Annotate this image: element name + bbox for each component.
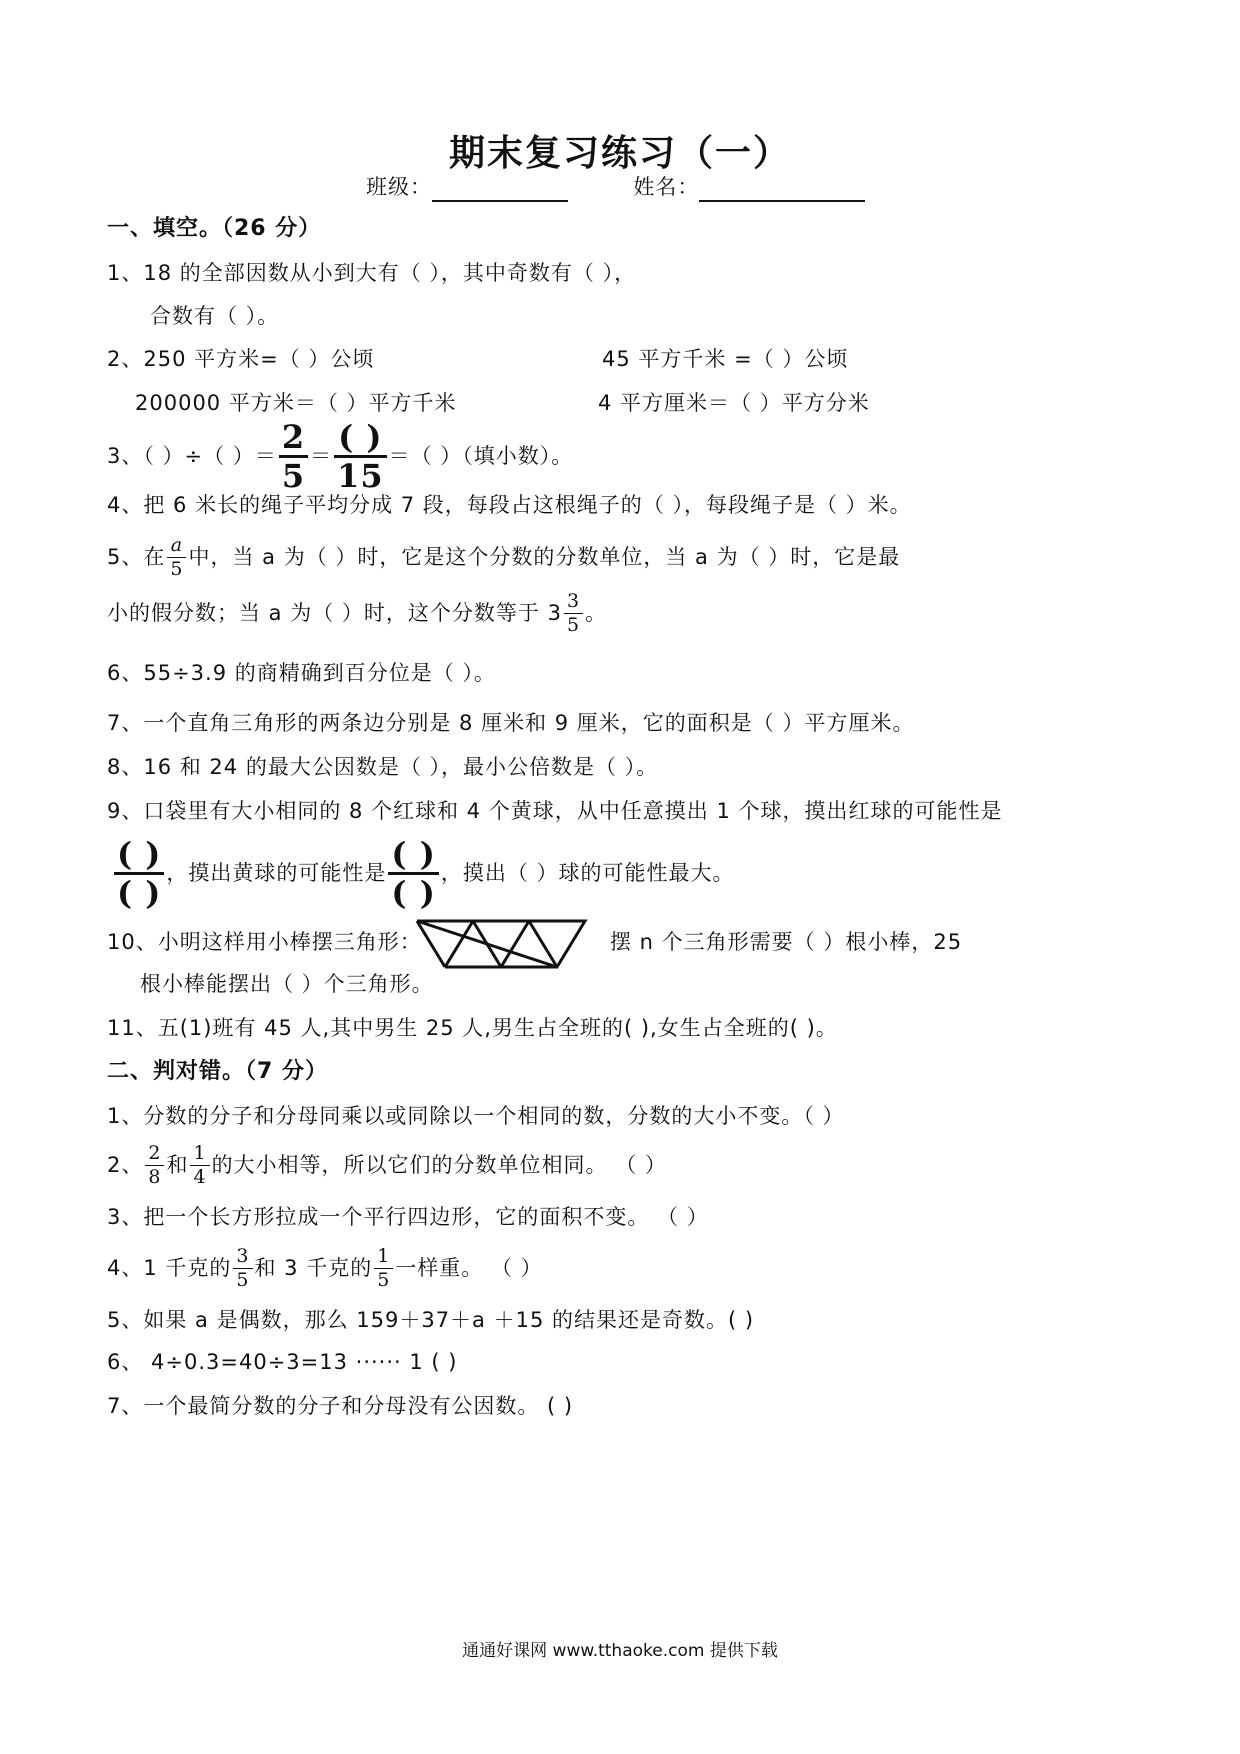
- fraction-numerator: 2: [148, 1141, 162, 1164]
- question-7: 7、一个直角三角形的两条边分别是 8 厘米和 9 厘米，它的面积是（ ）平方厘米。: [107, 711, 915, 735]
- judge-3: 3、把一个长方形拉成一个平行四边形，它的面积不变。 （ ）: [107, 1205, 709, 1229]
- question-9b-tail: ，摸出（ ）球的可能性最大。: [440, 861, 735, 885]
- question-3-lead: 3、（ ）÷（ ）＝: [107, 444, 277, 468]
- question-5b: [107, 588, 607, 638]
- question-2a: 2、250 平方米=（ ）公顷: [107, 347, 375, 371]
- judge-5: 5、如果 a 是偶数，那么 159＋37＋a ＋15 的结果还是奇数。( ): [107, 1308, 755, 1332]
- fraction-a-over-5: [167, 533, 186, 580]
- fraction-3-over-5: [233, 1244, 252, 1291]
- question-8: 8、16 和 24 的最大公因数是（ ），最小公倍数是（ ）。: [107, 755, 659, 779]
- stick: [445, 921, 473, 967]
- stick: [501, 921, 529, 967]
- question-3: [107, 417, 574, 495]
- name-field[interactable]: [699, 176, 865, 202]
- fraction-denominator: 5: [374, 1268, 393, 1290]
- fraction-numerator: 3: [236, 1244, 250, 1267]
- question-1b: 合数有（ ）。: [150, 304, 280, 328]
- fraction-numerator: 2: [281, 417, 306, 456]
- question-1a: 1、18 的全部因数从小到大有（ ），其中奇数有（ ），: [107, 261, 637, 285]
- fraction-denominator: 5: [167, 557, 186, 579]
- class-field[interactable]: [432, 176, 568, 202]
- question-11: 11、五(1)班有 45 人,其中男生 25 人,男生占全班的( ),女生占全班的( )。: [107, 1016, 838, 1040]
- question-2d: 4 平方厘米＝（ ）平方分米: [598, 391, 870, 415]
- judge-6: 6、 4÷0.3=40÷3=13 ······ 1 ( ): [107, 1350, 458, 1374]
- judge-4: [107, 1241, 543, 1295]
- fraction-1-over-4: [190, 1141, 209, 1188]
- judge-2: [107, 1138, 667, 1192]
- section-heading-true-false: 二、判对错。（7 分）: [107, 1059, 328, 1084]
- question-5a-pre: 5、在: [107, 545, 166, 569]
- fraction-1-over-5: [374, 1244, 393, 1291]
- fraction-denominator-blank: ( ): [388, 872, 438, 909]
- question-10b: 根小棒能摆出（ ）个三角形。: [140, 972, 434, 996]
- judge-4-pre: 4、1 千克的: [107, 1256, 232, 1280]
- fraction-numerator: a: [170, 533, 184, 556]
- section-heading-fill-blank: 一、填空。（26 分）: [107, 216, 322, 241]
- judge-4-post: 一样重。 （ ）: [395, 1256, 543, 1280]
- judge-2-pre: 2、: [107, 1153, 144, 1177]
- question-10a-post: 摆 n 个三角形需要（ ）根小棒，25: [610, 930, 963, 954]
- fraction-denominator: 15: [334, 455, 387, 492]
- question-9b-mid: ，摸出黄球的可能性是: [166, 861, 387, 885]
- fraction-denominator-blank: ( ): [114, 872, 164, 909]
- fraction-numerator-blank: ( ): [338, 417, 383, 456]
- fraction-blank-yellow: [388, 834, 438, 912]
- name-label: 姓名：: [633, 175, 700, 199]
- fraction-two-fifths: [279, 417, 308, 495]
- fraction-denominator: 5: [233, 1268, 252, 1290]
- question-3-equals: ＝: [310, 444, 333, 468]
- footer-credit: 通通好课网 www.tthaoke.com 提供下载: [462, 1641, 778, 1661]
- judge-4-mid: 和 3 千克的: [254, 1256, 373, 1280]
- stick: [473, 921, 501, 967]
- fraction-numerator-blank: ( ): [391, 834, 436, 873]
- fraction-denominator: 8: [145, 1165, 164, 1187]
- fraction-denominator: 5: [279, 455, 308, 492]
- fraction-numerator: 1: [193, 1141, 207, 1164]
- question-2c: 200000 平方米＝（ ）平方千米: [135, 391, 457, 415]
- class-label: 班级：: [366, 175, 432, 199]
- fraction-2-over-8: [145, 1141, 164, 1188]
- fraction-numerator: 3: [566, 589, 581, 612]
- judge-1: 1、分数的分子和分母同乘以或同除以一个相同的数，分数的大小不变。（ ）: [107, 1104, 845, 1128]
- question-9b: [112, 834, 735, 912]
- judge-7: 7、一个最简分数的分子和分母没有公因数。 ( ): [107, 1394, 574, 1418]
- question-5a-post: 中，当 a 为（ ）时，它是这个分数的分数单位，当 a 为（ ）时，它是最: [188, 545, 901, 569]
- class-name-row: [366, 172, 865, 202]
- judge-2-post: 的大小相等，所以它们的分数单位相同。 （ ）: [211, 1153, 667, 1177]
- question-5b-pre: 小的假分数；当 a 为（ ）时，这个分数等于 3: [107, 601, 562, 625]
- question-10a-pre: 10、小明这样用小棒摆三角形：: [107, 930, 422, 954]
- triangle-sticks-figure: [414, 918, 590, 970]
- question-5b-post: 。: [585, 601, 608, 625]
- fraction-blank-red: [114, 834, 164, 912]
- fraction-blank-over-15: [334, 417, 387, 495]
- fraction-denominator: 4: [190, 1165, 209, 1187]
- fraction-numerator: 1: [377, 1244, 391, 1267]
- question-4: 4、把 6 米长的绳子平均分成 7 段，每段占这根绳子的（ ），每段绳子是（ ）米。: [107, 493, 912, 517]
- question-6: 6、55÷3.9 的商精确到百分位是（ ）。: [107, 661, 496, 685]
- fraction-3-over-5: [564, 589, 583, 636]
- fraction-numerator-blank: ( ): [117, 834, 162, 873]
- question-5a: [107, 532, 900, 582]
- fraction-denominator: 5: [564, 613, 583, 635]
- judge-2-mid: 和: [166, 1153, 189, 1177]
- question-9a: 9、口袋里有大小相同的 8 个红球和 4 个黄球，从中任意摸出 1 个球，摸出红球的可能性是: [107, 799, 1003, 823]
- question-3-tail: ＝（ ）（填小数）。: [388, 444, 574, 468]
- question-2b: 45 平方千米 =（ ）公顷: [602, 347, 849, 371]
- page-title: 期末复习练习（一）: [448, 133, 791, 174]
